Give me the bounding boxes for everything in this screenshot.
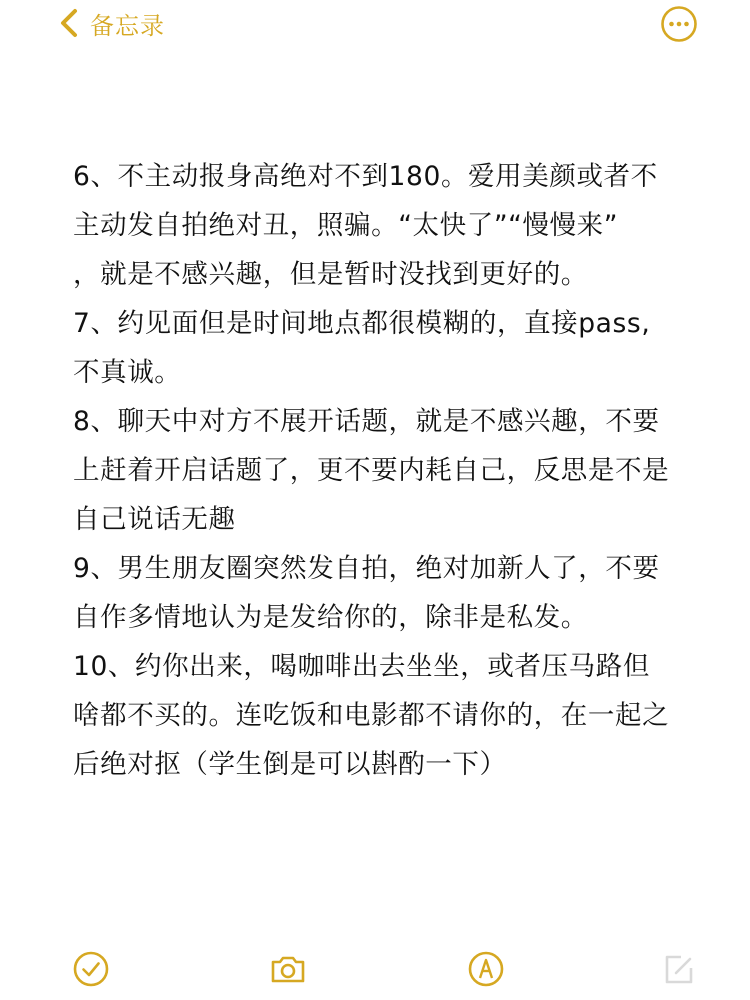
- markup-button[interactable]: [463, 946, 509, 992]
- checklist-icon: [71, 949, 111, 989]
- note-paragraph-8: 8、聊天中对方不展开话题，就是不感兴趣，不要 上赶着开启话题了，更不要内耗自己，反思是不是 自己说话无趣: [73, 406, 670, 535]
- note-paragraph-6: 6、不主动报身高绝对不到180。爱用美颜或者不 主动发自拍绝对丑，照骗。“太快了”“慢慢来” ，就是不感兴趣，但是暂时没找到更好的。: [73, 161, 658, 290]
- more-options-button[interactable]: [660, 5, 698, 43]
- compose-icon: [659, 949, 699, 989]
- camera-button[interactable]: [265, 946, 311, 992]
- back-label: 备忘录: [90, 11, 165, 40]
- chevron-left-icon: [58, 8, 80, 38]
- note-paragraph-7: 7、约见面但是时间地点都很模糊的，直接pass, 不真诚。: [73, 308, 651, 388]
- compose-button[interactable]: [656, 946, 702, 992]
- checklist-button[interactable]: [68, 946, 114, 992]
- back-button[interactable]: [58, 6, 165, 40]
- top-bar: [0, 0, 750, 48]
- bottom-toolbar: [0, 946, 750, 992]
- markup-icon: [466, 949, 506, 989]
- note-body[interactable]: [73, 152, 693, 789]
- note-paragraph-10: 10、约你出来，喝咖啡出去坐坐，或者压马路但 啥都不买的。连吃饭和电影都不请你的，在一起之 后绝对抠（学生倒是可以斟酌一下）: [73, 651, 670, 780]
- camera-icon: [268, 949, 308, 989]
- note-paragraph-9: 9、男生朋友圈突然发自拍，绝对加新人了，不要 自作多情地认为是发给你的，除非是私发。: [73, 553, 660, 633]
- ellipsis-circle-icon: [660, 5, 698, 43]
